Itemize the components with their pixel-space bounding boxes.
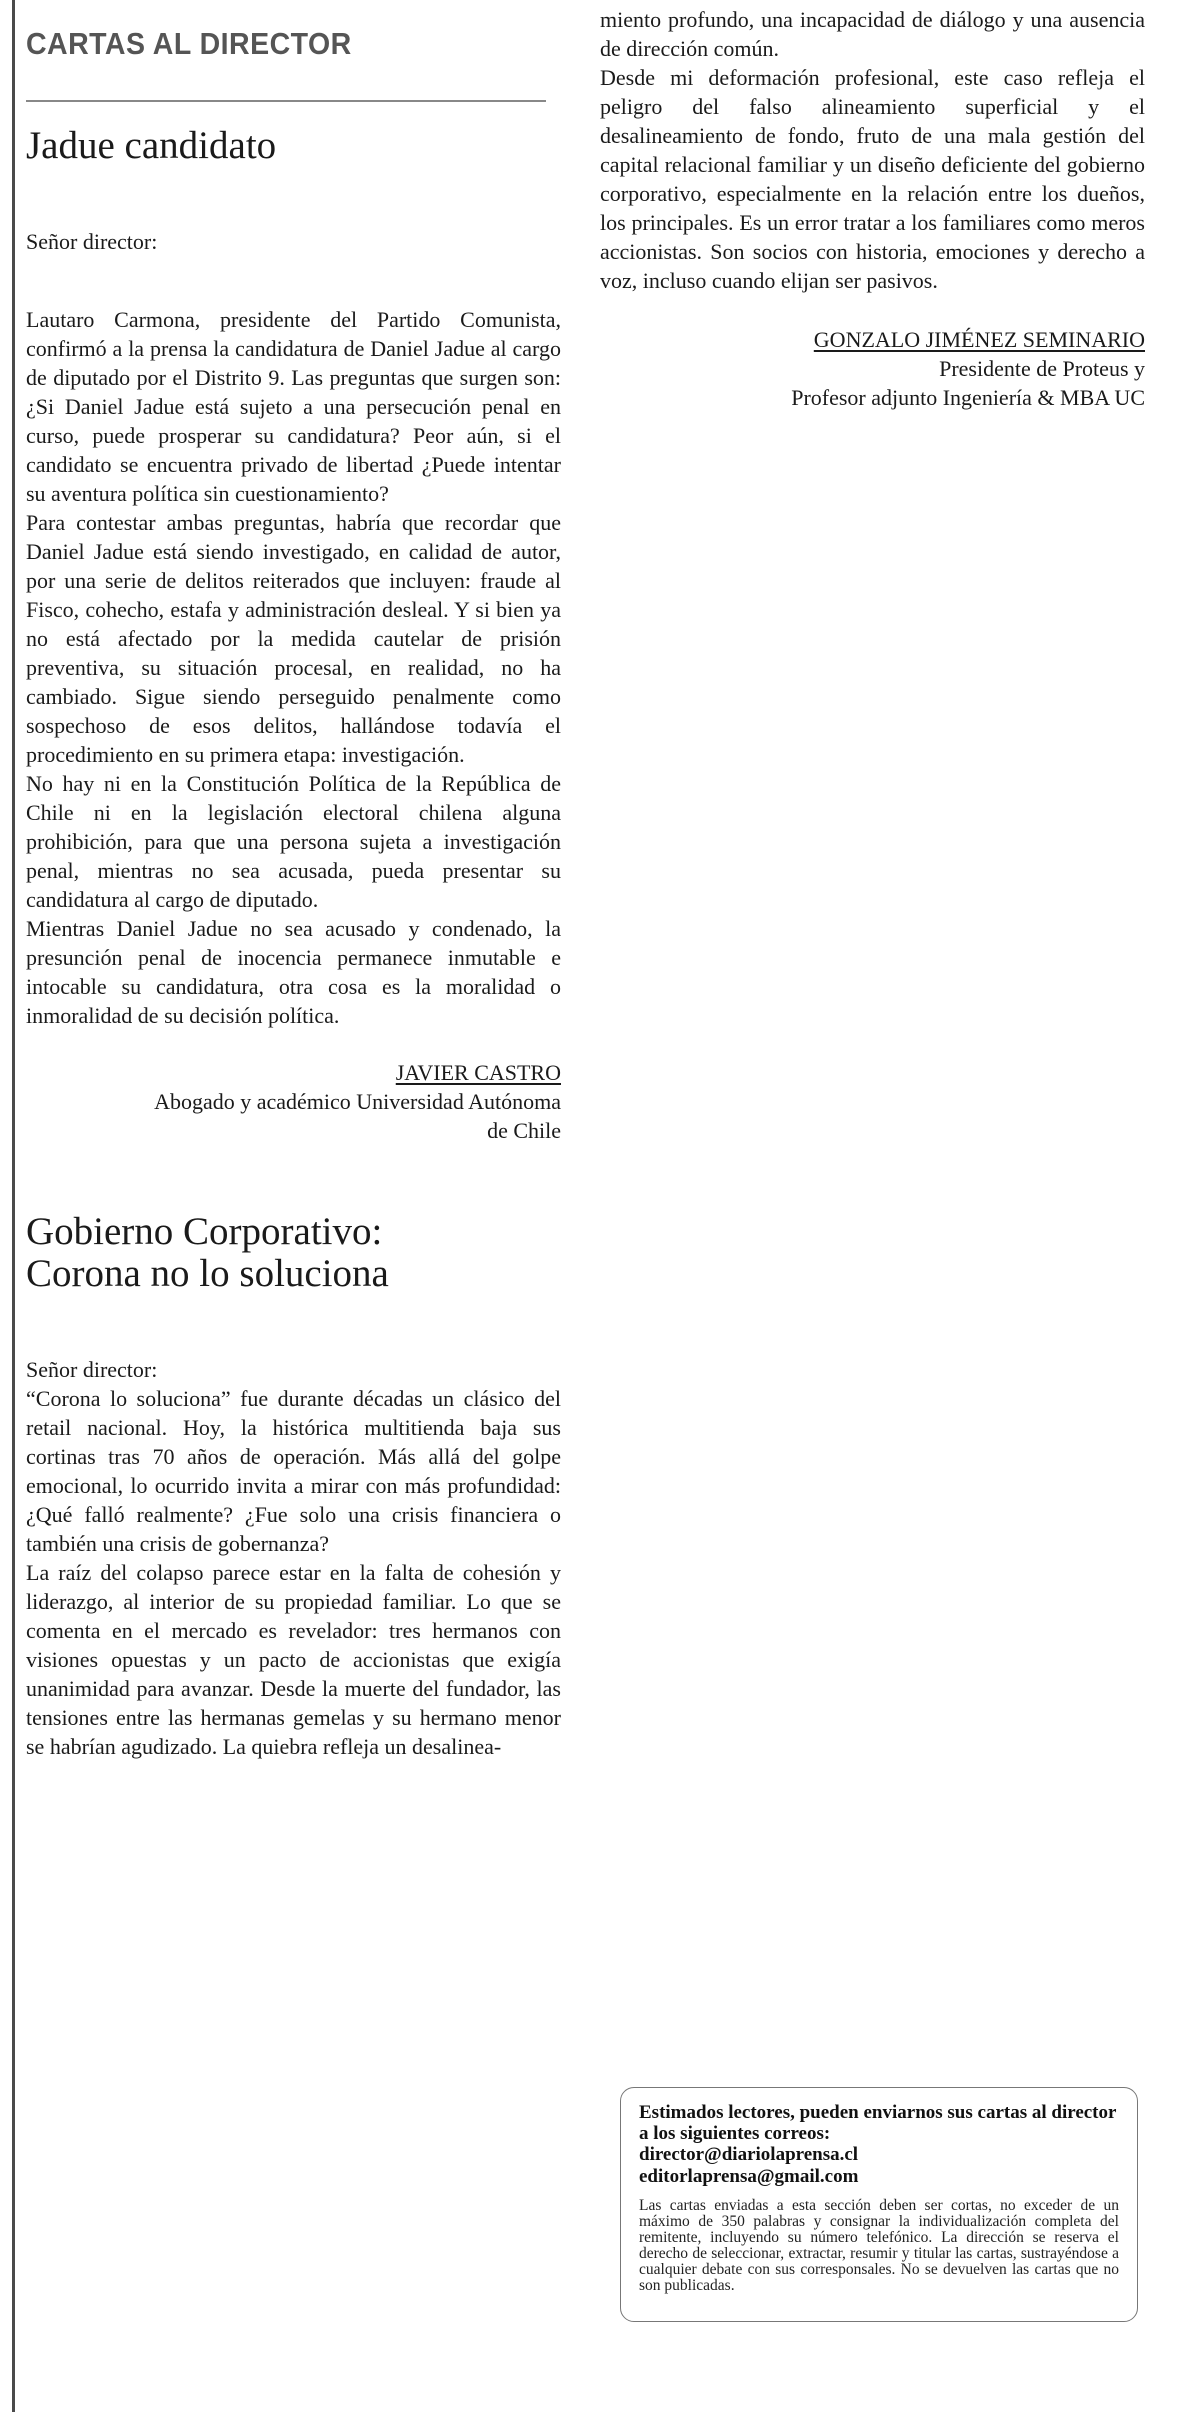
letter-title-line: Gobierno Corporativo: [26, 1210, 383, 1253]
email-link[interactable]: director@diariolaprensa.cl [639, 2144, 859, 2165]
letter-jadue [26, 125, 561, 1145]
notice-heading: Estimados lectores, pueden enviarnos sus cartas al director a los siguientes correos: [639, 2102, 1117, 2144]
letter-paragraph: Desde mi deformación profesional, este caso refleja el peligro del falso alineamiento superficial y el desalineamiento de fondo, fruto de una mala gestión del capital relacional familiar y un diseño deficiente del gobierno corporativo, especialmente en la relación entre los dueños, los principales. Es un error tratar a los familiares como meros accionistas. Son socios con historia, emociones y derecho a voz, incluso cuando elijan ser pasivos. [600, 65, 1145, 293]
letter-title-line: Corona no lo soluciona [26, 1252, 389, 1295]
notice-body: Las cartas enviadas a esta sección deben ser cortas, no exceder de un máximo de 350 palabras y consignar la individualización completa del remitente, incluyendo su número telefónico. La dirección se reserva el derecho de seleccionar, extractar, resumir y titular las cartas, sustrayéndose a cualquier debate con sus corresponsales. No se devuelven las cartas que no son publicadas. [639, 2197, 1119, 2294]
letter-paragraph: Lautaro Carmona, presidente del Partido Comunista, confirmó a la prensa la candidatura de Daniel Jadue al cargo de diputado por el Distrito 9. Las preguntas que surgen son: ¿Si Daniel Jadue está sujeto a una persecución penal en curso, puede prosperar su candidatura? Peor aún, si el candidato se encuentra privado de libertad ¿Puede intentar su aventura política sin cuestionamiento? [26, 307, 561, 506]
section-title: CARTAS AL DIRECTOR [26, 26, 352, 61]
author-affiliation: Abogado y académico Universidad Autónoma [154, 1089, 561, 1114]
letter-salutation: Señor director: [26, 229, 158, 254]
letter-signature [26, 1058, 561, 1145]
letter-salutation: Señor director: [26, 1357, 158, 1382]
letter-paragraph: Mientras Daniel Jadue no sea acusado y condenado, la presunción penal de inocencia permanece inmutable e intocable su candidatura, otra cosa es la moralidad o inmoralidad de su decisión política. [26, 916, 561, 1028]
letter-corona [26, 1211, 561, 1761]
author-affiliation: Profesor adjunto Ingeniería & MBA UC [791, 385, 1145, 410]
letter-paragraph: “Corona lo soluciona” fue durante décadas un clásico del retail nacional. Hoy, la histórica multitienda baja sus cortinas tras 70 años de operación. Más allá del golpe emocional, lo ocurrido invita a mirar con más profundidad: ¿Qué falló realmente? ¿Fue solo una crisis financiera o también una crisis de gobernanza? [26, 1386, 561, 1556]
author-affiliation: de Chile [487, 1118, 561, 1143]
email-link[interactable]: editorlaprensa@gmail.com [639, 2166, 859, 2187]
letter-title-line: Jadue candidato [26, 124, 277, 167]
letter-signature [600, 325, 1145, 412]
submission-notice-box [620, 2087, 1138, 2322]
left-column [26, 125, 561, 1761]
author-name: GONZALO JIMÉNEZ SEMINARIO [813, 327, 1145, 352]
author-affiliation: Presidente de Proteus y [939, 356, 1145, 381]
letter-paragraph: La raíz del colapso parece estar en la falta de cohesión y liderazgo, al interior de su propiedad familiar. Lo que se comenta en el mercado es revelador: tres hermanos con visiones opuestas y un pacto de accionistas que exigía unanimidad para avanzar. Desde la muerte del fundador, las tensiones entre las hermanas gemelas y su hermano menor se habrían agudizado. La quiebra refleja un desalinea- [26, 1560, 561, 1759]
right-column [600, 5, 1145, 412]
letter-title [26, 125, 561, 167]
column-rule [12, 0, 15, 2412]
section-divider [26, 100, 546, 102]
author-name: JAVIER CASTRO [395, 1060, 561, 1085]
letter-paragraph: miento profundo, una incapacidad de diálogo y una ausencia de dirección común. [600, 7, 1145, 61]
letter-paragraph: No hay ni en la Constitución Política de la República de Chile ni en la legislación electoral chilena alguna prohibición, para que una persona sujeta a investigación penal, mientras no sea acusada, pueda presentar su candidatura al cargo de diputado. [26, 771, 561, 912]
letter-title [26, 1211, 561, 1295]
letter-paragraph: Para contestar ambas preguntas, habría que recordar que Daniel Jadue está siendo investigado, en calidad de autor, por una serie de delitos reiterados que incluyen: fraude al Fisco, cohecho, estafa y administración desleal. Y si bien ya no está afectado por la medida cautelar de prisión preventiva, su situación procesal, en realidad, no ha cambiado. Sigue siendo perseguido penalmente como sospechoso de esos delitos, hallándose todavía el procedimiento en su primera etapa: investigación. [26, 510, 561, 767]
